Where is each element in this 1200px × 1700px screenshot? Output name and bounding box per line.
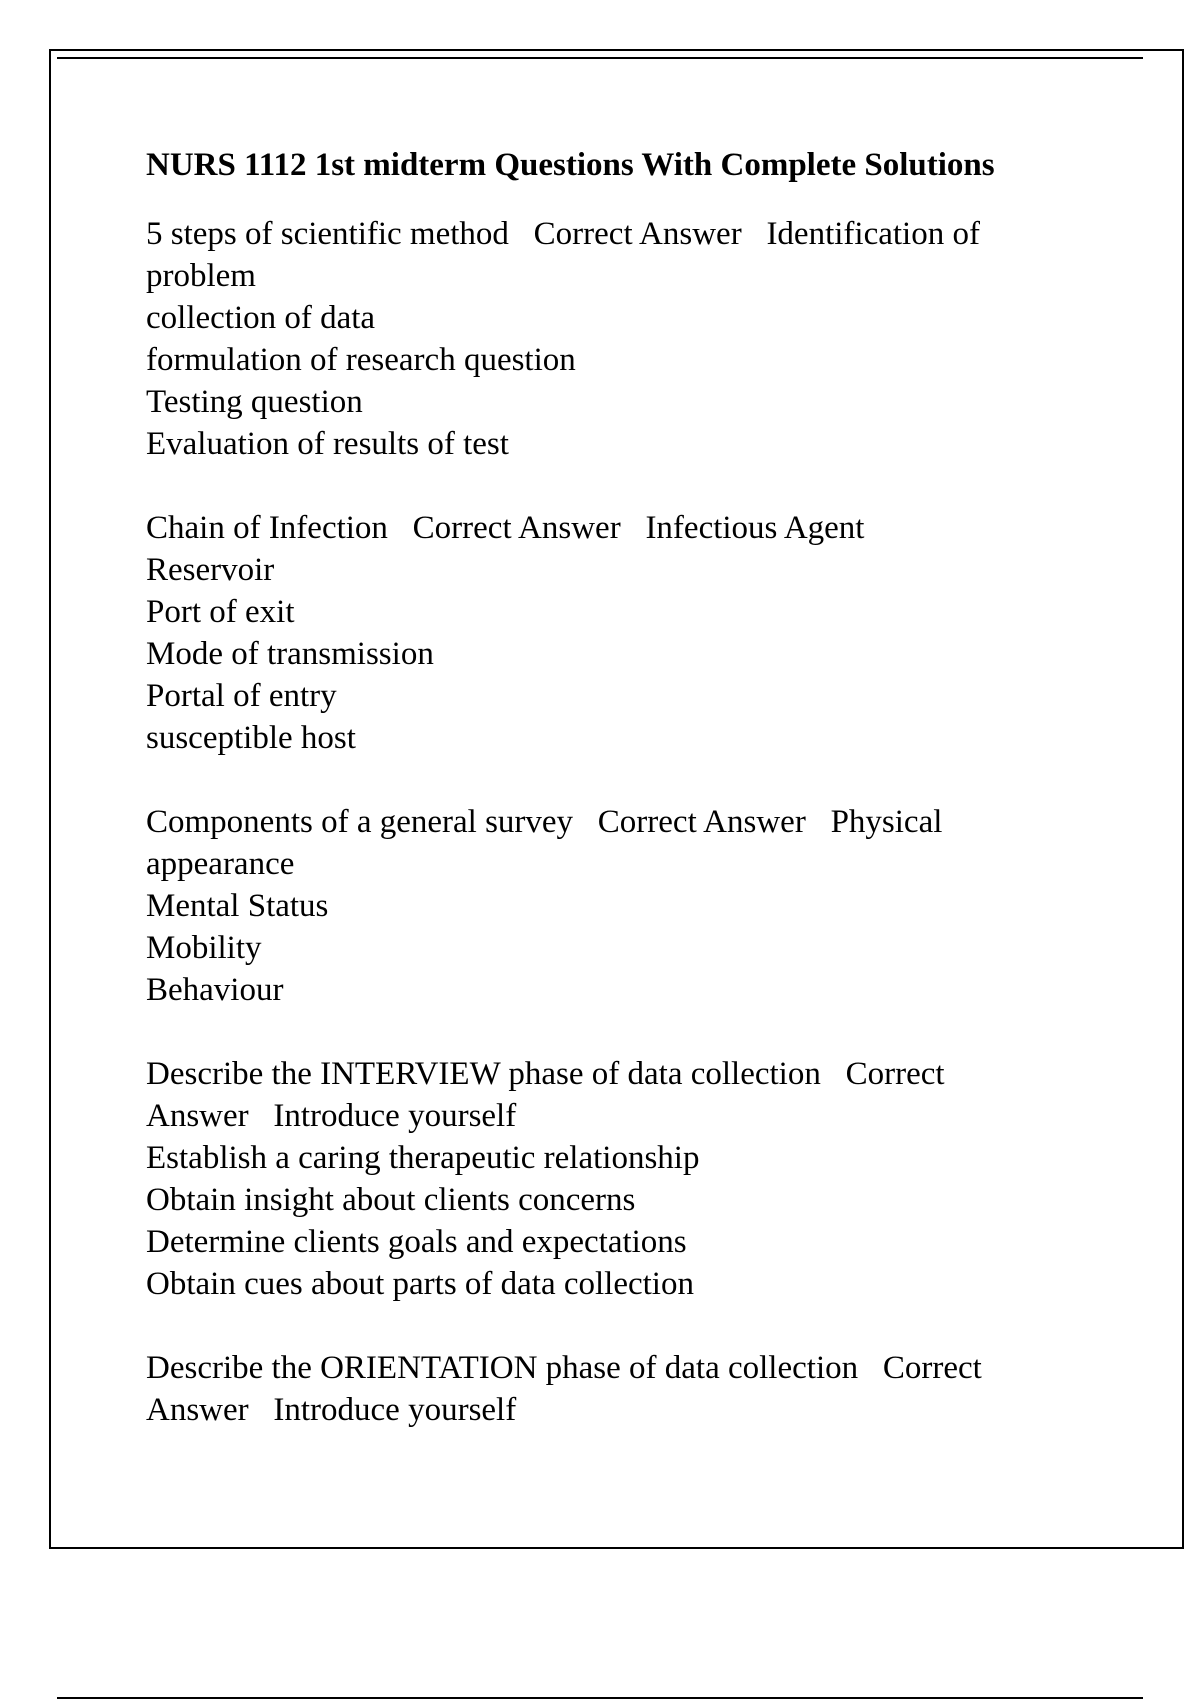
qa-line: Evaluation of results of test	[146, 426, 509, 462]
top-rule	[57, 57, 1143, 59]
qa-line: Portal of entry	[146, 678, 337, 714]
qa-line: Determine clients goals and expectations	[146, 1224, 687, 1260]
qa-line: susceptible host	[146, 720, 356, 756]
qa-line: problem	[146, 258, 256, 294]
qa-line: Establish a caring therapeutic relationship	[146, 1140, 700, 1176]
qa-line: Components of a general survey Correct Answer Physical	[146, 804, 943, 840]
qa-line: Chain of Infection Correct Answer Infectious Agent	[146, 510, 865, 546]
qa-line: Behaviour	[146, 972, 284, 1008]
qa-line: Mode of transmission	[146, 636, 434, 672]
document-content	[146, 143, 1096, 1473]
qa-block-general-survey	[146, 801, 1096, 1011]
qa-line: Port of exit	[146, 594, 295, 630]
qa-line: Obtain cues about parts of data collection	[146, 1266, 694, 1302]
bottom-rule	[57, 1697, 1143, 1699]
qa-block-chain-of-infection	[146, 507, 1096, 759]
qa-line: appearance	[146, 846, 295, 882]
qa-line: collection of data	[146, 300, 376, 336]
qa-line: 5 steps of scientific method Correct Answer Identification of	[146, 216, 980, 252]
qa-line: Answer Introduce yourself	[146, 1392, 517, 1428]
qa-block-orientation-phase	[146, 1347, 1096, 1431]
qa-line: formulation of research question	[146, 342, 576, 378]
qa-line: Obtain insight about clients concerns	[146, 1182, 636, 1218]
qa-line: Mobility	[146, 930, 262, 966]
qa-line: Describe the INTERVIEW phase of data collection Correct	[146, 1056, 945, 1092]
qa-line: Mental Status	[146, 888, 329, 924]
document-title: NURS 1112 1st midterm Questions With Complete Solutions	[146, 147, 995, 183]
qa-line: Answer Introduce yourself	[146, 1098, 517, 1134]
qa-block-scientific-method	[146, 213, 1096, 465]
qa-line: Reservoir	[146, 552, 275, 588]
qa-line: Testing question	[146, 384, 363, 420]
qa-block-interview-phase	[146, 1053, 1096, 1305]
qa-line: Describe the ORIENTATION phase of data collection Correct	[146, 1350, 982, 1386]
